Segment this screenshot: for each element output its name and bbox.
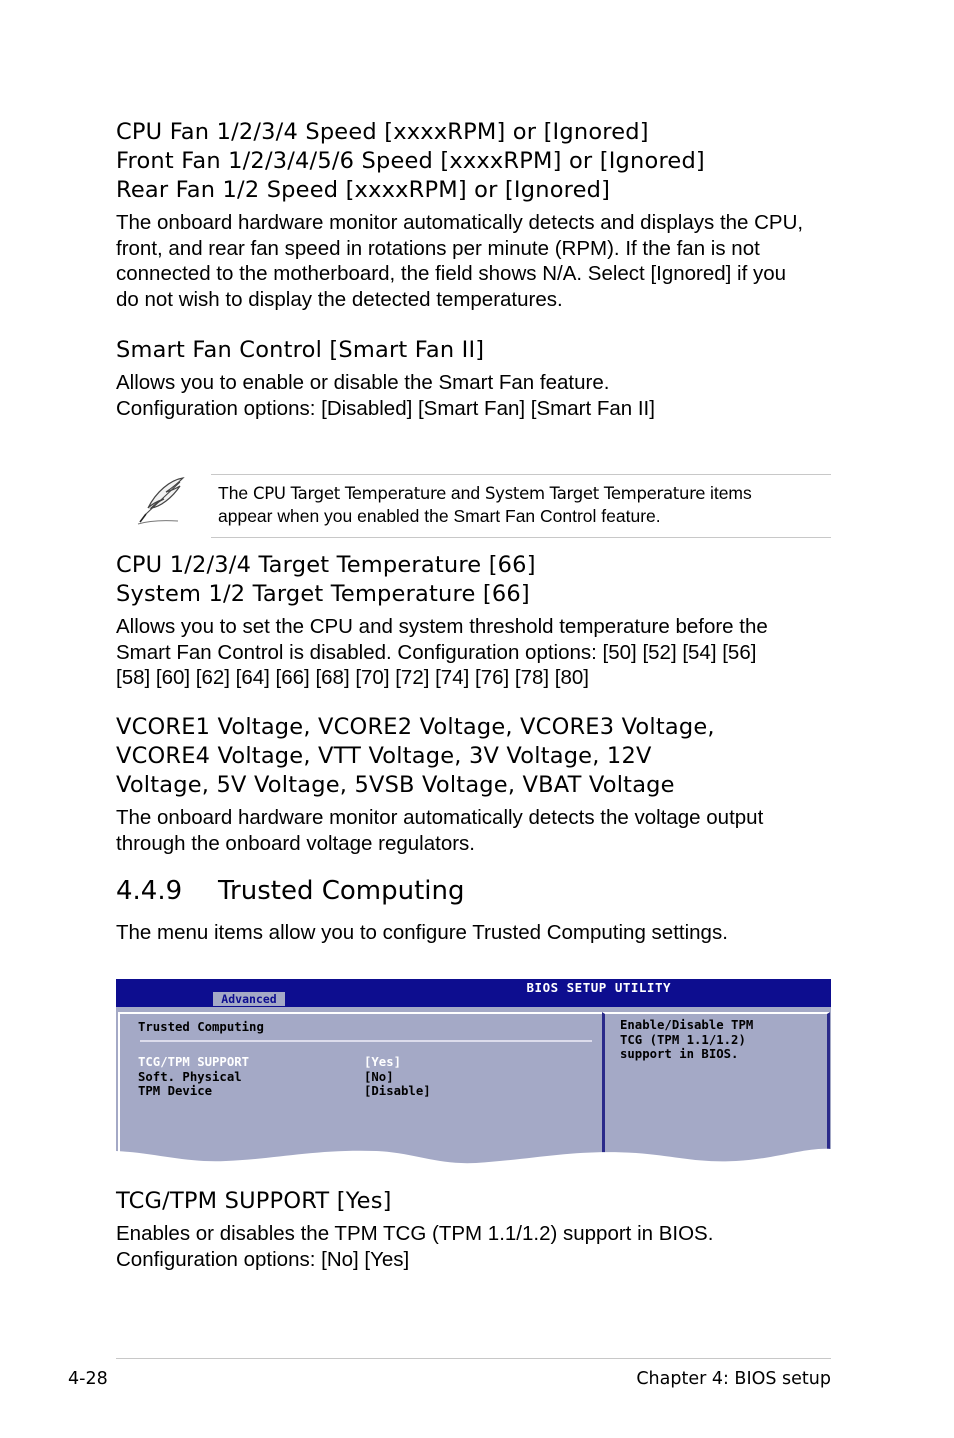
tcg-line-2: Configuration options: [No] [Yes] xyxy=(116,1247,410,1271)
heading-voltage-3: Voltage, 5V Voltage, 5VSB Voltage, VBAT Voltage xyxy=(116,772,675,798)
section-title: Trusted Computing xyxy=(218,876,465,906)
fan-speed-line-2: front, and rear fan speed in rotations per minute (RPM). If the fan is not xyxy=(116,236,760,260)
fan-speed-section xyxy=(116,118,836,312)
note-bottom-rule xyxy=(211,537,831,538)
heading-voltage-2: VCORE4 Voltage, VTT Voltage, 3V Voltage, 12V xyxy=(116,743,652,769)
bios-title-bar xyxy=(116,979,831,1007)
heading-system-target-temp: System 1/2 Target Temperature [66] xyxy=(116,581,530,607)
heading-rear-fan-speed: Rear Fan 1/2 Speed [xxxxRPM] or [Ignored] xyxy=(116,177,611,203)
smart-fan-section xyxy=(116,336,836,421)
heading-tcg-tpm-support: TCG/TPM SUPPORT [Yes] xyxy=(116,1188,392,1214)
page-number: 4-28 xyxy=(68,1369,108,1389)
tcg-line-1: Enables or disables the TPM TCG (TPM 1.1/1.2) support in BIOS. xyxy=(116,1222,714,1245)
smart-fan-line-1: Allows you to enable or disable the Smart Fan feature. xyxy=(116,371,610,394)
voltage-line-2: through the onboard voltage regulators. xyxy=(116,831,476,855)
target-temp-line-2: Smart Fan Control is disabled. Configuration options: [50] [52] [54] [56] xyxy=(116,640,757,664)
bios-tab-advanced[interactable]: Advanced xyxy=(213,992,285,1006)
heading-cpu-target-temp: CPU 1/2/3/4 Target Temperature [66] xyxy=(116,552,536,578)
feather-pen-icon xyxy=(134,474,190,526)
note-top-rule xyxy=(211,474,831,475)
fan-speed-line-1: The onboard hardware monitor automatically detects and displays the CPU, xyxy=(116,211,804,234)
bios-item-tcg-label[interactable]: TCG/TPM SUPPORT xyxy=(138,1055,250,1069)
smart-fan-line-2: Configuration options: [Disabled] [Smart Fan] [Smart Fan II] xyxy=(116,396,655,420)
heading-front-fan-speed: Front Fan 1/2/3/4/5/6 Speed [xxxxRPM] or [Ignored] xyxy=(116,148,705,174)
footer-rule xyxy=(116,1358,831,1359)
voltage-section xyxy=(116,713,836,856)
chapter-title: Chapter 4: BIOS setup xyxy=(636,1369,831,1389)
bios-help-line-2: TCG (TPM 1.1/1.2) xyxy=(620,1033,746,1047)
section-number: 4.4.9 xyxy=(116,876,183,906)
tcg-section xyxy=(116,1187,836,1272)
bios-screenshot xyxy=(116,979,831,1167)
fan-speed-line-4: do not wish to display the detected temperatures. xyxy=(116,287,563,311)
target-temp-section xyxy=(116,551,836,691)
heading-cpu-fan-speed: CPU Fan 1/2/3/4 Speed [xxxxRPM] or [Ignored] xyxy=(116,119,649,145)
section-title-trusted-computing xyxy=(116,875,465,907)
target-temp-line-1: Allows you to set the CPU and system threshold temperature before the xyxy=(116,615,768,638)
heading-voltage-1: VCORE1 Voltage, VCORE2 Voltage, VCORE3 Voltage, xyxy=(116,714,715,740)
torn-edge xyxy=(116,1137,831,1167)
note-term-system-target: System Target Temperature xyxy=(484,484,706,503)
heading-smart-fan-control: Smart Fan Control [Smart Fan II] xyxy=(116,337,485,363)
note-term-cpu-target: CPU Target Temperature xyxy=(253,484,447,503)
target-temp-line-3: [58] [60] [62] [64] [66] [68] [70] [72] [74] [76] [78] [80] xyxy=(116,666,589,689)
note-mid: and xyxy=(446,483,485,503)
fan-speed-line-3: connected to the motherboard, the field shows N/A. Select [Ignored] if you xyxy=(116,262,787,285)
note-text xyxy=(218,482,828,528)
bios-help-line-1: Enable/Disable TPM xyxy=(620,1018,754,1032)
note-line-1 xyxy=(218,482,828,505)
bios-panel-title: Trusted Computing xyxy=(138,1020,264,1034)
bios-item-tpm-device-value[interactable]: [Disable] xyxy=(364,1084,431,1098)
bios-help-line-3: support in BIOS. xyxy=(620,1047,739,1061)
bios-title: BIOS SETUP UTILITY xyxy=(526,980,671,995)
bios-item-soft-physical-value[interactable]: [No] xyxy=(364,1070,394,1084)
note-suffix: items xyxy=(705,483,752,503)
bios-item-tpm-device-label[interactable]: TPM Device xyxy=(138,1084,213,1098)
bios-separator xyxy=(140,1040,592,1042)
bios-item-soft-physical-label[interactable]: Soft. Physical xyxy=(138,1070,242,1084)
note-line-2: appear when you enabled the Smart Fan Control feature. xyxy=(218,506,661,526)
trusted-intro: The menu items allow you to configure Trusted Computing settings. xyxy=(116,921,728,944)
voltage-line-1: The onboard hardware monitor automatically detects the voltage output xyxy=(116,806,764,829)
bios-item-tcg-value[interactable]: [Yes] xyxy=(364,1055,402,1069)
note-prefix: The xyxy=(218,483,254,503)
